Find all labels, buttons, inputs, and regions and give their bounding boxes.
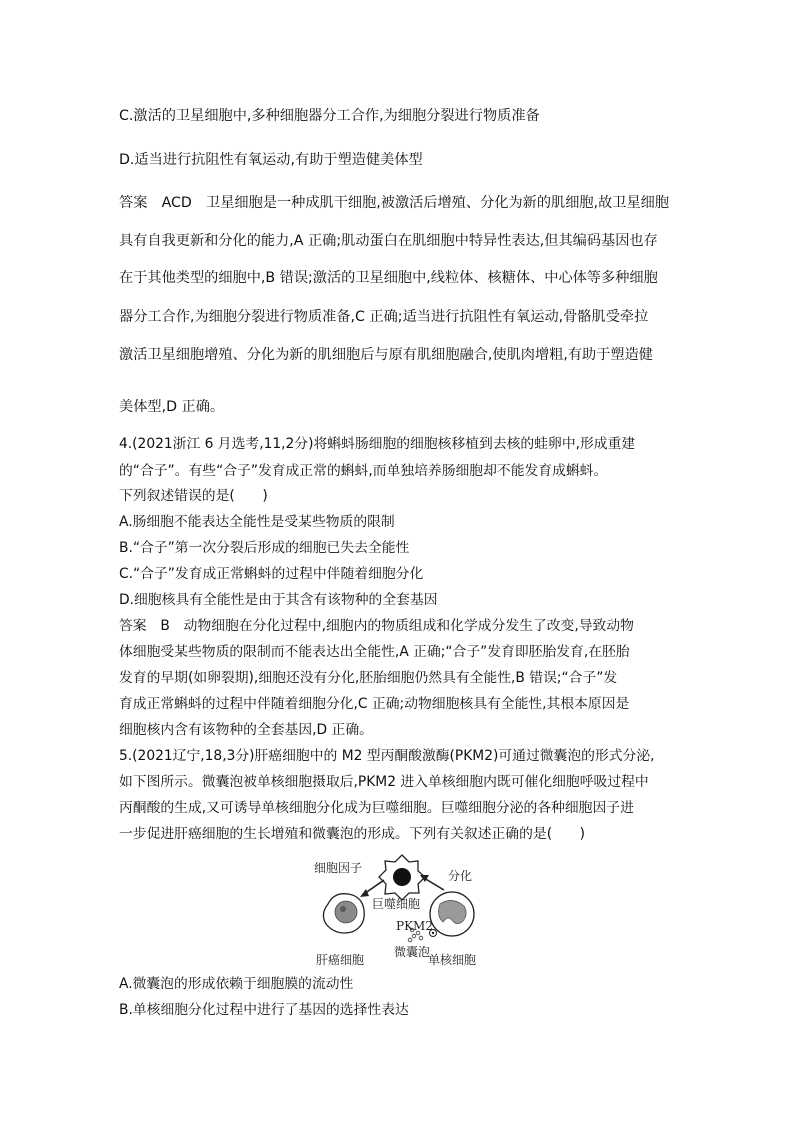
q4-answer-line: 体细胞受某些物质的限制而不能表达出全能性,A 正确;“合子”发育即胚胎发育,在胚胎 bbox=[119, 644, 630, 660]
q3-option-c: C.激活的卫星细胞中,多种细胞器分工合作,为细胞分裂进行物质准备 bbox=[119, 108, 540, 124]
q3-answer-line: 在于其他类型的细胞中,B 错误;激活的卫星细胞中,线粒体、核糖体、中心体等多种细胞 bbox=[119, 270, 658, 286]
q3-answer-line: 答案 ACD 卫星细胞是一种成肌干细胞,被激活后增殖、分化为新的肌细胞,故卫星细胞 bbox=[119, 195, 670, 211]
label-differentiation: 分化 bbox=[448, 869, 473, 883]
q5-stem-line: 如下图所示。微囊泡被单核细胞摄取后,PKM2 进入单核细胞内既可催化细胞呼吸过程中 bbox=[119, 774, 649, 790]
q3-answer-line: 具有自我更新和分化的能力,A 正确;肌动蛋白在肌细胞中特异性表达,但其编码基因也存 bbox=[119, 233, 658, 249]
label-liver-cancer-cell: 肝癌细胞 bbox=[316, 953, 365, 967]
label-vesicle: 微囊泡 bbox=[394, 945, 431, 959]
q3-answer-line: 激活卫星细胞增殖、分化为新的肌细胞后与原有肌细胞融合,使肌肉增粗,有助于塑造健 bbox=[119, 347, 653, 363]
q4-option-b: B.“合子”第一次分裂后形成的细胞已失去全能性 bbox=[119, 540, 410, 556]
q3-answer-line: 器分工合作,为细胞分裂进行物质准备,C 正确;适当进行抗阻性有氧运动,骨骼肌受牵拉 bbox=[119, 309, 649, 325]
q3-answer-line: 美体型,D 正确。 bbox=[119, 399, 225, 415]
monocyte-cell bbox=[430, 892, 475, 937]
q4-answer-line: 细胞核内含有该物种的全套基因,D 正确。 bbox=[119, 722, 373, 738]
q5-stem-line: 一步促进肝癌细胞的生长增殖和微囊泡的形成。下列有关叙述正确的是( ) bbox=[119, 826, 586, 842]
q4-answer-line: 育成正常蝌蚪的过程中伴随着细胞分化,C 正确;动物细胞核具有全能性,其根本原因是 bbox=[119, 696, 630, 712]
q4-stem-line: 的“合子”。有些“合子”发育成正常的蝌蚪,而单独培养肠细胞却不能发育成蝌蚪。 bbox=[119, 463, 608, 479]
label-monocyte: 单核细胞 bbox=[428, 953, 477, 967]
arrow-cytokine-icon bbox=[360, 880, 384, 897]
label-pkm2: PKM2 bbox=[396, 919, 433, 933]
macrophage-cell bbox=[379, 855, 425, 900]
q4-answer-line: 答案 B 动物细胞在分化过程中,细胞内的物质组成和化学成分发生了改变,导致动物 bbox=[119, 618, 634, 634]
cell-cycle-figure bbox=[312, 852, 492, 970]
label-macrophage: 巨噬细胞 bbox=[372, 897, 421, 911]
q4-stem-line: 下列叙述错误的是( ) bbox=[119, 488, 268, 504]
q4-option-a: A.肠细胞不能表达全能性是受某些物质的限制 bbox=[119, 514, 395, 530]
q4-option-d: D.细胞核具有全能性是由于其含有该物种的全套基因 bbox=[119, 592, 438, 608]
label-cytokine: 细胞因子 bbox=[314, 861, 363, 875]
q3-option-d: D.适当进行抗阻性有氧运动,有助于塑造健美体型 bbox=[119, 152, 423, 168]
q5-option-b: B.单核细胞分化过程中进行了基因的选择性表达 bbox=[119, 1002, 409, 1018]
q4-option-c: C.“合子”发育成正常蝌蚪的过程中伴随着细胞分化 bbox=[119, 566, 424, 582]
q4-answer-line: 发育的早期(如卵裂期),细胞还没有分化,胚胎细胞仍然具有全能性,B 错误;“合子”发 bbox=[119, 670, 618, 686]
q5-option-a: A.微囊泡的形成依赖于细胞膜的流动性 bbox=[119, 976, 354, 992]
liver-cancer-cell bbox=[323, 894, 364, 933]
q5-stem-line: 丙酮酸的生成,又可诱导单核细胞分化成为巨噬细胞。巨噬细胞分泌的各种细胞因子进 bbox=[119, 800, 634, 816]
q5-stem-line: 5.(2021辽宁,18,3分)肝癌细胞中的 M2 型丙酮酸激酶(PKM2)可通过微囊泡的形式分泌, bbox=[119, 748, 655, 764]
q4-stem-line: 4.(2021浙江 6 月选考,11,2分)将蝌蚪肠细胞的细胞核移植到去核的蛙卵中,形成重建 bbox=[119, 436, 636, 452]
arrow-differentiation-icon bbox=[420, 875, 444, 890]
